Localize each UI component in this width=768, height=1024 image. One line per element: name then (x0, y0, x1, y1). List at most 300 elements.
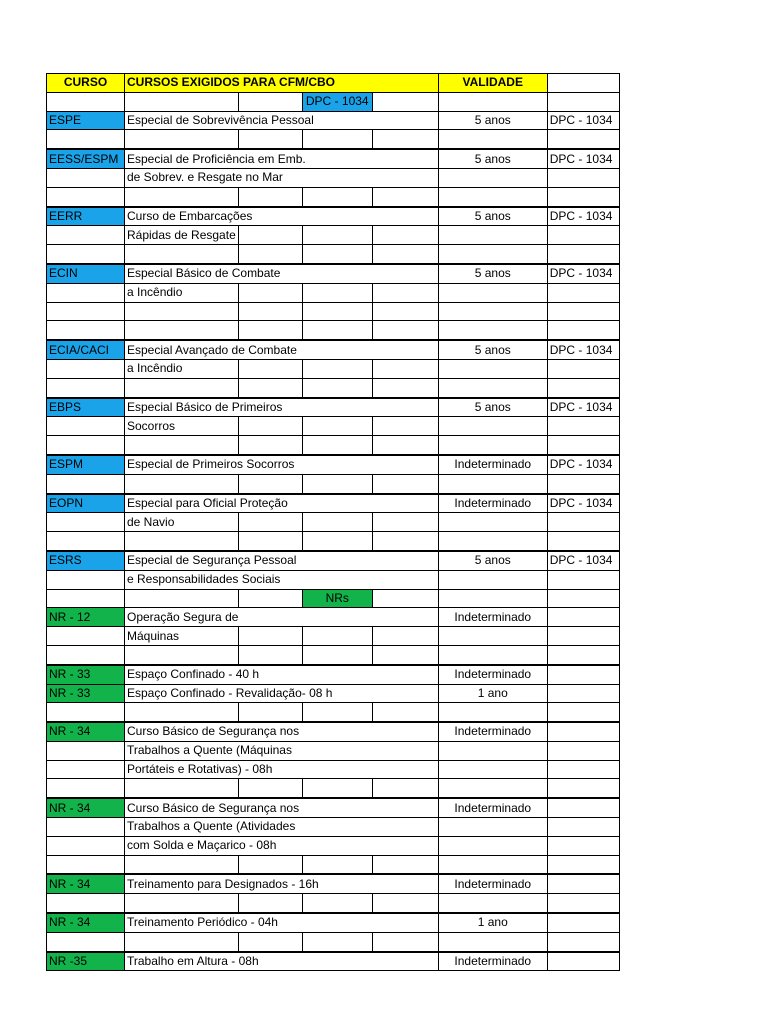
course-reference: DPC - 1034 (547, 398, 619, 417)
cell-empty (238, 321, 302, 340)
course-code: NR - 34 (47, 913, 125, 932)
cell-empty (47, 436, 125, 455)
cell-empty (302, 532, 372, 551)
course-code: ECIN (47, 264, 125, 283)
cell-empty (125, 589, 239, 608)
course-validade: 5 anos (438, 111, 547, 130)
cell-empty (125, 855, 239, 874)
cell-empty (125, 932, 239, 951)
course-validade (438, 283, 547, 302)
cell-empty (125, 474, 239, 493)
course-row (47, 570, 620, 589)
course-description: Trabalhos a Quente (Atividades (125, 818, 439, 837)
cell-empty (125, 130, 239, 149)
cell-empty (547, 703, 619, 722)
course-code: EESS/ESPM (47, 149, 125, 168)
empty-row (47, 532, 620, 551)
cell-empty (302, 245, 372, 264)
course-validade: Indeterminado (438, 608, 547, 627)
cell-empty (438, 779, 547, 798)
cell-empty (547, 932, 619, 951)
cell-empty (372, 321, 438, 340)
cell-empty (47, 932, 125, 951)
course-description: Espaço Confinado - Revalidação- 08 h (125, 684, 439, 703)
course-code (47, 760, 125, 779)
course-code: NR - 12 (47, 608, 125, 627)
course-description: Especial de Segurança Pessoal (125, 551, 439, 570)
cell-empty (372, 627, 438, 646)
course-validade (438, 760, 547, 779)
course-reference (547, 913, 619, 932)
course-code: ECIA/CACI (47, 340, 125, 359)
course-description: Especial Avançado de Combate (125, 340, 439, 359)
course-reference (547, 818, 619, 837)
header-row (47, 74, 620, 93)
course-row (47, 952, 620, 971)
cell-empty (547, 589, 619, 608)
header-validade: VALIDADE (438, 74, 547, 93)
cell-empty (238, 779, 302, 798)
courses-table-body (47, 92, 620, 971)
cell-empty (372, 283, 438, 302)
course-validade: 5 anos (438, 149, 547, 168)
cell-empty (302, 226, 372, 245)
cell-empty (238, 130, 302, 149)
course-row (47, 665, 620, 684)
cell-empty (47, 589, 125, 608)
cell-empty (438, 187, 547, 206)
cell-empty (238, 417, 302, 436)
course-code: NR - 34 (47, 798, 125, 817)
course-validade: 5 anos (438, 207, 547, 226)
cell-empty (547, 532, 619, 551)
cell-empty (372, 226, 438, 245)
course-reference: DPC - 1034 (547, 551, 619, 570)
course-reference (547, 417, 619, 436)
course-validade: Indeterminado (438, 494, 547, 513)
course-validade: 1 ano (438, 684, 547, 703)
cell-empty (372, 359, 438, 378)
course-row (47, 283, 620, 302)
course-code: NR - 34 (47, 722, 125, 741)
cell-empty (302, 645, 372, 664)
course-row (47, 207, 620, 226)
course-reference (547, 836, 619, 855)
course-validade (438, 570, 547, 589)
course-validade: 5 anos (438, 264, 547, 283)
cell-empty (47, 894, 125, 913)
course-code (47, 627, 125, 646)
cell-empty (302, 513, 372, 532)
course-validade: Indeterminado (438, 798, 547, 817)
course-reference (547, 359, 619, 378)
course-code (47, 226, 125, 245)
course-reference (547, 608, 619, 627)
cell-empty (238, 703, 302, 722)
cell-empty (302, 130, 372, 149)
course-code (47, 836, 125, 855)
cell-empty (125, 894, 239, 913)
cell-empty (47, 92, 125, 111)
empty-row (47, 855, 620, 874)
cell-empty (372, 130, 438, 149)
cell-empty (302, 627, 372, 646)
cell-empty (238, 187, 302, 206)
cell-empty (438, 245, 547, 264)
course-code: ESRS (47, 551, 125, 570)
cell-empty (547, 855, 619, 874)
course-validade: Indeterminado (438, 722, 547, 741)
cell-empty (47, 855, 125, 874)
cell-empty (372, 187, 438, 206)
cell-empty (47, 187, 125, 206)
cell-empty (372, 589, 438, 608)
empty-row (47, 436, 620, 455)
cell-empty (302, 894, 372, 913)
course-description: Máquinas (125, 627, 239, 646)
cell-empty (372, 417, 438, 436)
cell-empty (438, 92, 547, 111)
course-code (47, 283, 125, 302)
course-description: Trabalho em Altura - 08h (125, 952, 439, 971)
course-reference (547, 627, 619, 646)
empty-row (47, 302, 620, 321)
cell-empty (547, 302, 619, 321)
course-reference (547, 570, 619, 589)
cell-empty (47, 703, 125, 722)
cell-empty (125, 245, 239, 264)
course-row (47, 874, 620, 893)
course-reference: DPC - 1034 (547, 207, 619, 226)
empty-row (47, 245, 620, 264)
course-validade: 5 anos (438, 340, 547, 359)
course-row (47, 760, 620, 779)
empty-row (47, 187, 620, 206)
course-description: Trabalhos a Quente (Máquinas (125, 741, 439, 760)
course-description: Socorros (125, 417, 239, 436)
course-description: Especial de Proficiência em Emb. (125, 149, 439, 168)
cell-empty (438, 894, 547, 913)
cell-empty (125, 92, 239, 111)
course-row (47, 264, 620, 283)
cell-empty (302, 187, 372, 206)
cell-empty (238, 855, 302, 874)
course-reference (547, 684, 619, 703)
course-reference (547, 798, 619, 817)
cell-empty (547, 245, 619, 264)
course-code: NR - 33 (47, 665, 125, 684)
course-row (47, 513, 620, 532)
cell-empty (438, 321, 547, 340)
course-code (47, 570, 125, 589)
course-validade: Indeterminado (438, 455, 547, 474)
course-row (47, 340, 620, 359)
section-row (47, 92, 620, 111)
course-row (47, 836, 620, 855)
section-label: DPC - 1034 (302, 92, 372, 111)
course-row (47, 359, 620, 378)
course-row (47, 798, 620, 817)
cell-empty (47, 378, 125, 397)
cell-empty (372, 703, 438, 722)
cell-empty (125, 436, 239, 455)
cell-empty (47, 645, 125, 664)
course-reference: DPC - 1034 (547, 149, 619, 168)
cell-empty (302, 321, 372, 340)
course-description: Especial Básico de Primeiros (125, 398, 439, 417)
course-row (47, 722, 620, 741)
cell-empty (372, 932, 438, 951)
empty-row (47, 703, 620, 722)
cell-empty (372, 474, 438, 493)
course-reference: DPC - 1034 (547, 111, 619, 130)
cell-empty (372, 436, 438, 455)
header-cursos-exigidos: CURSOS EXIGIDOS PARA CFM/CBO (125, 74, 439, 93)
course-row (47, 455, 620, 474)
course-description: Treinamento Periódico - 04h (125, 913, 439, 932)
course-code (47, 741, 125, 760)
cell-empty (238, 359, 302, 378)
course-description: de Navio (125, 513, 239, 532)
course-description: de Sobrev. e Resgate no Mar (125, 168, 439, 187)
cell-empty (125, 187, 239, 206)
cell-empty (47, 474, 125, 493)
cell-empty (438, 532, 547, 551)
course-description: e Responsabilidades Sociais (125, 570, 439, 589)
course-validade: Indeterminado (438, 952, 547, 971)
course-code: EOPN (47, 494, 125, 513)
cell-empty (47, 245, 125, 264)
cell-empty (238, 92, 302, 111)
cell-empty (238, 436, 302, 455)
cell-empty (238, 226, 302, 245)
course-description: Treinamento para Designados - 16h (125, 874, 439, 893)
cell-empty (372, 855, 438, 874)
course-reference (547, 283, 619, 302)
course-description: Curso de Embarcações (125, 207, 439, 226)
cell-empty (438, 932, 547, 951)
cell-empty (372, 92, 438, 111)
course-description: Espaço Confinado - 40 h (125, 665, 439, 684)
course-row (47, 398, 620, 417)
course-validade: Indeterminado (438, 665, 547, 684)
course-code (47, 417, 125, 436)
cell-empty (372, 532, 438, 551)
course-description: com Solda e Maçarico - 08h (125, 836, 439, 855)
cell-empty (302, 302, 372, 321)
cell-empty (547, 474, 619, 493)
section-label: NRs (302, 589, 372, 608)
empty-row (47, 894, 620, 913)
course-row (47, 494, 620, 513)
cell-empty (547, 187, 619, 206)
course-description: a Incêndio (125, 359, 239, 378)
cell-empty (372, 645, 438, 664)
empty-row (47, 932, 620, 951)
cell-empty (238, 474, 302, 493)
cell-empty (372, 779, 438, 798)
cell-empty (125, 532, 239, 551)
cell-empty (438, 703, 547, 722)
course-code (47, 818, 125, 837)
course-row (47, 627, 620, 646)
cell-empty (238, 894, 302, 913)
course-reference (547, 952, 619, 971)
course-validade (438, 226, 547, 245)
cell-empty (238, 302, 302, 321)
course-validade (438, 836, 547, 855)
course-code: NR -35 (47, 952, 125, 971)
cell-empty (372, 894, 438, 913)
cell-empty (547, 779, 619, 798)
cell-empty (238, 245, 302, 264)
cell-empty (238, 645, 302, 664)
cell-empty (47, 779, 125, 798)
cell-empty (125, 703, 239, 722)
course-description: Rápidas de Resgate (125, 226, 239, 245)
course-code (47, 168, 125, 187)
cell-empty (438, 436, 547, 455)
course-validade (438, 168, 547, 187)
course-validade (438, 818, 547, 837)
cell-empty (302, 932, 372, 951)
cell-empty (438, 130, 547, 149)
cell-empty (302, 283, 372, 302)
course-reference (547, 513, 619, 532)
courses-table (46, 73, 620, 971)
course-description: Especial Básico de Combate (125, 264, 439, 283)
cell-empty (125, 321, 239, 340)
cell-empty (547, 321, 619, 340)
cell-empty (125, 779, 239, 798)
empty-row (47, 130, 620, 149)
cell-empty (302, 417, 372, 436)
course-code: EERR (47, 207, 125, 226)
course-row (47, 417, 620, 436)
course-row (47, 684, 620, 703)
cell-empty (547, 378, 619, 397)
cell-empty (302, 779, 372, 798)
cell-empty (547, 92, 619, 111)
course-description: a Incêndio (125, 283, 239, 302)
course-reference (547, 168, 619, 187)
course-code: NR - 33 (47, 684, 125, 703)
course-code: ESPM (47, 455, 125, 474)
cell-empty (238, 513, 302, 532)
course-code: ESPE (47, 111, 125, 130)
course-reference (547, 760, 619, 779)
cell-empty (302, 855, 372, 874)
cell-empty (238, 627, 302, 646)
course-validade (438, 513, 547, 532)
cell-empty (302, 359, 372, 378)
course-description: Especial para Oficial Proteção (125, 494, 439, 513)
cell-empty (125, 645, 239, 664)
course-validade: 5 anos (438, 551, 547, 570)
course-reference: DPC - 1034 (547, 340, 619, 359)
empty-row (47, 645, 620, 664)
cell-empty (547, 894, 619, 913)
empty-row (47, 321, 620, 340)
course-validade: 5 anos (438, 398, 547, 417)
cell-empty (238, 589, 302, 608)
course-validade (438, 359, 547, 378)
course-reference (547, 722, 619, 741)
cell-empty (438, 645, 547, 664)
course-reference: DPC - 1034 (547, 264, 619, 283)
cell-empty (238, 932, 302, 951)
cell-empty (438, 855, 547, 874)
course-description: Especial de Primeiros Socorros (125, 455, 439, 474)
course-row (47, 551, 620, 570)
cell-empty (302, 436, 372, 455)
cell-empty (302, 703, 372, 722)
cell-empty (372, 378, 438, 397)
cell-empty (125, 378, 239, 397)
empty-row (47, 378, 620, 397)
cell-empty (547, 645, 619, 664)
course-validade: 1 ano (438, 913, 547, 932)
cell-empty (438, 302, 547, 321)
course-row (47, 111, 620, 130)
cell-empty (302, 474, 372, 493)
course-reference (547, 226, 619, 245)
course-reference (547, 874, 619, 893)
cell-empty (438, 589, 547, 608)
cell-empty (47, 302, 125, 321)
cell-empty (438, 378, 547, 397)
header-curso: CURSO (47, 74, 125, 93)
course-validade: Indeterminado (438, 874, 547, 893)
course-reference: DPC - 1034 (547, 455, 619, 474)
cell-empty (547, 130, 619, 149)
course-reference (547, 741, 619, 760)
cell-empty (125, 302, 239, 321)
empty-row (47, 474, 620, 493)
cell-empty (547, 436, 619, 455)
header-empty (547, 74, 619, 93)
cell-empty (372, 245, 438, 264)
cell-empty (238, 378, 302, 397)
cell-empty (238, 532, 302, 551)
course-description: Portáteis e Rotativas) - 08h (125, 760, 439, 779)
cell-empty (302, 378, 372, 397)
course-row (47, 913, 620, 932)
course-reference (547, 665, 619, 684)
course-validade (438, 741, 547, 760)
cell-empty (47, 532, 125, 551)
course-validade (438, 627, 547, 646)
course-validade (438, 417, 547, 436)
course-description: Especial de Sobrevivência Pessoal (125, 111, 439, 130)
cell-empty (438, 474, 547, 493)
course-code (47, 513, 125, 532)
course-row (47, 818, 620, 837)
cell-empty (238, 283, 302, 302)
course-code (47, 359, 125, 378)
section-row (47, 589, 620, 608)
cell-empty (372, 513, 438, 532)
course-description: Curso Básico de Segurança nos (125, 798, 439, 817)
course-row (47, 608, 620, 627)
course-description: Curso Básico de Segurança nos (125, 722, 439, 741)
cell-empty (47, 130, 125, 149)
course-row (47, 741, 620, 760)
course-code: EBPS (47, 398, 125, 417)
cell-empty (47, 321, 125, 340)
course-description: Operação Segura de (125, 608, 439, 627)
course-code: NR - 34 (47, 874, 125, 893)
